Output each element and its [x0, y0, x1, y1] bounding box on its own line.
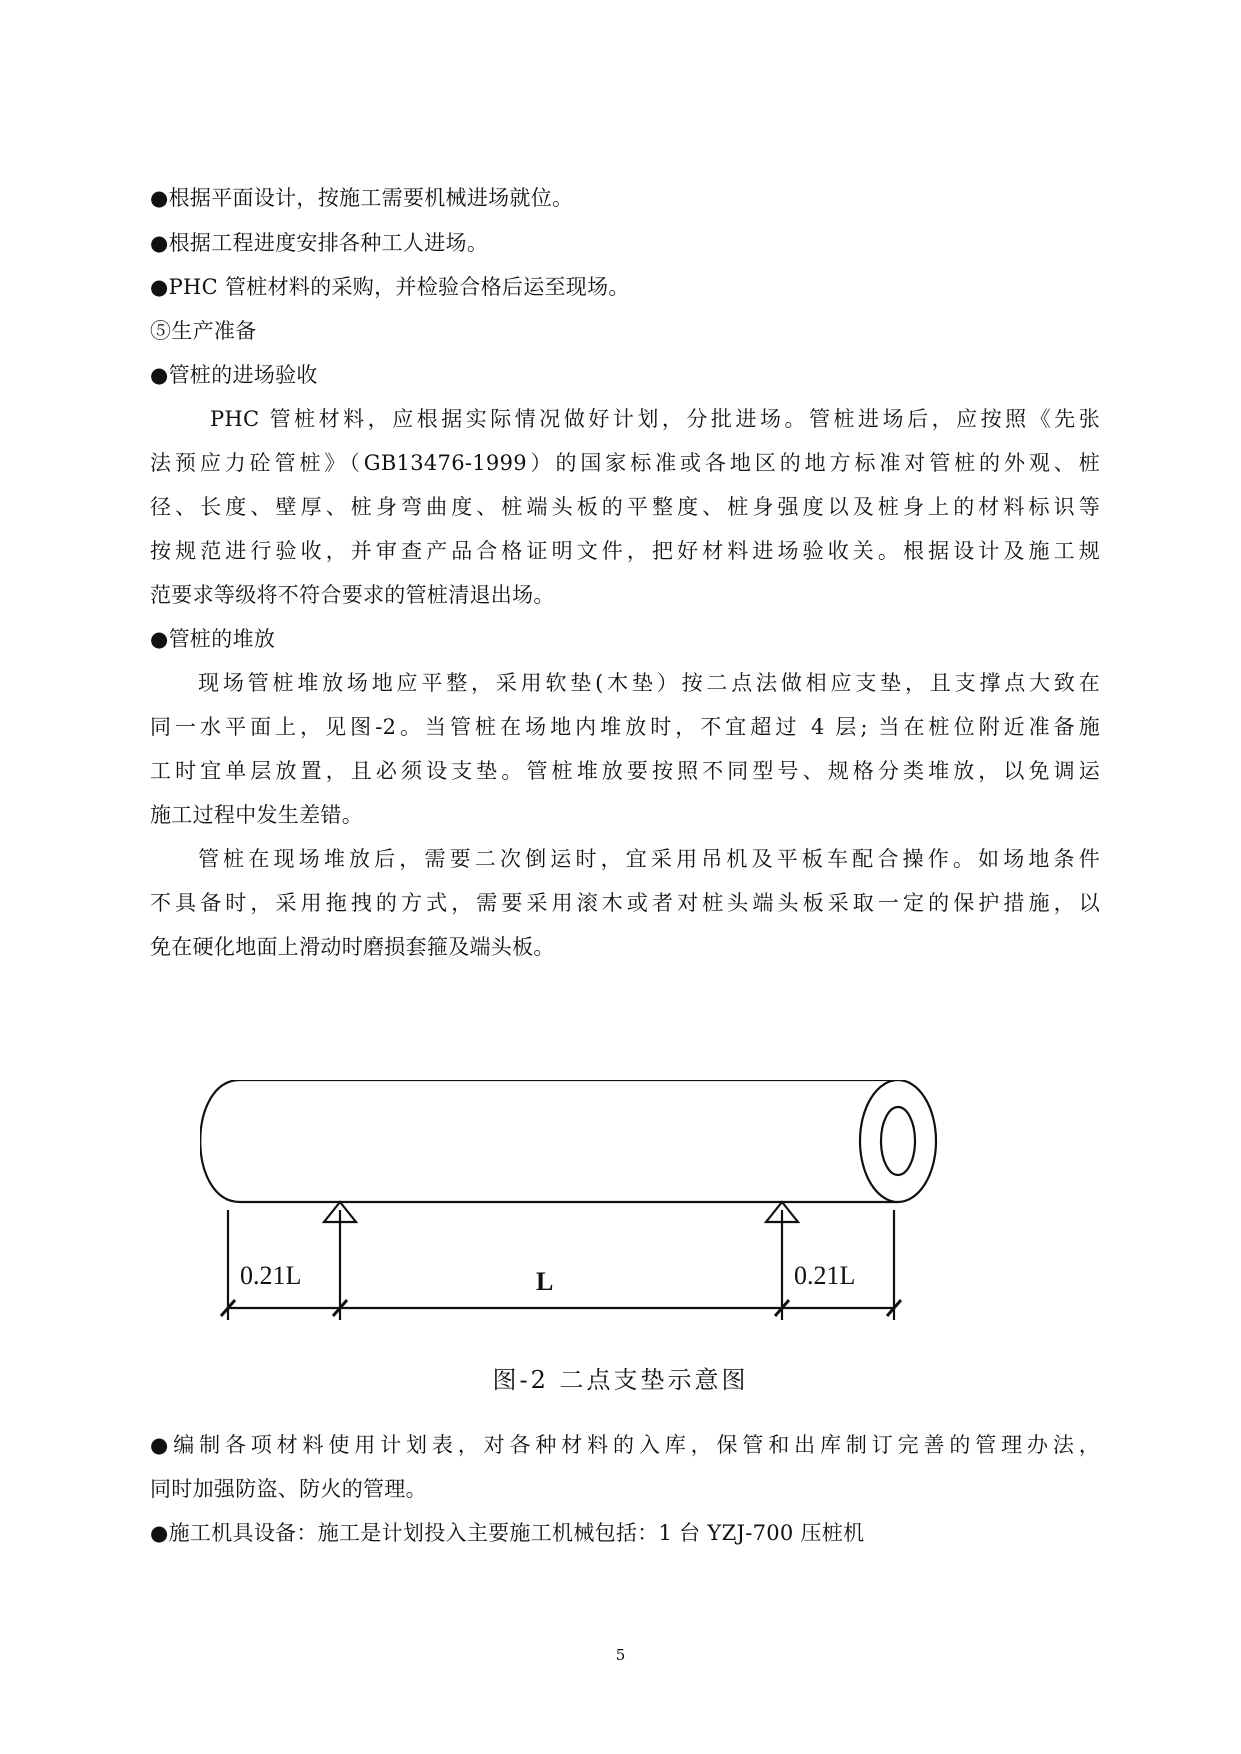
bullet-machinery-entry: ●根据平面设计，按施工需要机械进场就位。: [150, 186, 574, 210]
paragraph-line: 施工过程中发生差错。: [150, 803, 363, 827]
bullet-pile-stacking: ●管桩的堆放: [150, 627, 276, 651]
paragraph-line: 范要求等级将不符合要求的管桩清退出场。: [150, 583, 555, 607]
two-point-support-diagram: [200, 1080, 960, 1330]
figure-caption: 图-2 二点支垫示意图: [492, 1366, 749, 1394]
bullet-material-plan: ●编制各项材料使用计划表，对各种材料的入库，保管和出库制订完善的管理办法，: [150, 1433, 1100, 1457]
page-number: 5: [615, 1646, 626, 1664]
paragraph-line: 工时宜单层放置，且必须设支垫。管桩堆放要按照不同型号、规格分类堆放，以免调运: [150, 759, 1100, 783]
paragraph-line: 同时加强防盗、防火的管理。: [150, 1477, 427, 1501]
bullet-pile-acceptance: ●管桩的进场验收: [150, 363, 318, 387]
paragraph-line: 按规范进行验收，并审查产品合格证明文件，把好材料进场验收关。根据设计及施工规: [150, 539, 1100, 563]
pile-end-outer: [860, 1080, 936, 1202]
paragraph-line: 法预应力砼管桩》（GB13476-1999）的国家标准或各地区的地方标准对管桩的外观、桩: [150, 451, 1100, 475]
bullet-equipment: ●施工机具设备：施工是计划投入主要施工机械包括：1 台 YZJ-700 压桩机: [150, 1521, 865, 1545]
paragraph-line: 不具备时，采用拖拽的方式，需要采用滚木或者对桩头端头板采取一定的保护措施，以: [150, 891, 1100, 915]
pile-body: [200, 1080, 898, 1202]
bullet-workers-entry: ●根据工程进度安排各种工人进场。: [150, 231, 489, 255]
paragraph-line: 同一水平面上，见图-2。当管桩在场地内堆放时，不宜超过 4 层; 当在桩位附近准备施: [150, 715, 1100, 739]
dimension-label-left: 0.21L: [240, 1261, 302, 1290]
section-heading-production-prep: ⑤生产准备: [150, 319, 257, 343]
paragraph-line: PHC 管桩材料，应根据实际情况做好计划，分批进场。管桩进场后，应按照《先张: [210, 407, 1100, 431]
paragraph-line: 径、长度、壁厚、桩身弯曲度、桩端头板的平整度、桩身强度以及桩身上的材料标识等: [150, 495, 1100, 519]
paragraph-line: 管桩在现场堆放后，需要二次倒运时，宜采用吊机及平板车配合操作。如场地条件: [198, 847, 1100, 871]
bullet-phc-procurement: ●PHC 管桩材料的采购，并检验合格后运至现场。: [150, 275, 630, 299]
paragraph-line: 现场管桩堆放场地应平整，采用软垫(木垫）按二点法做相应支垫，且支撑点大致在: [198, 671, 1100, 695]
dimension-label-middle: L: [536, 1267, 554, 1296]
paragraph-line: 免在硬化地面上滑动时磨损套箍及端头板。: [150, 935, 555, 959]
dimension-label-right: 0.21L: [794, 1261, 856, 1290]
